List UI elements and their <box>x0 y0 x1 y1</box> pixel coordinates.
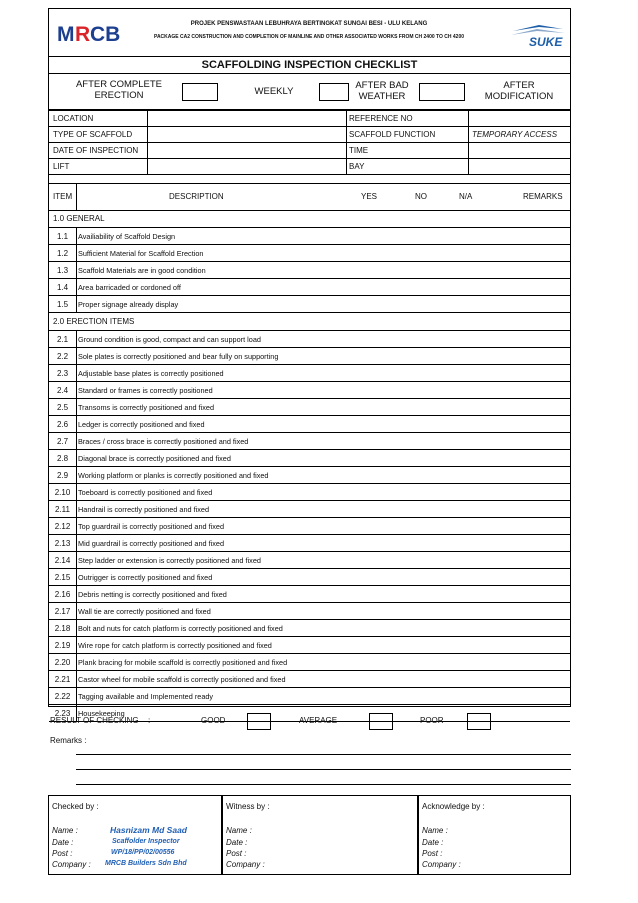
witness-post-label: Post : <box>226 849 247 858</box>
svg-text:R: R <box>75 23 91 46</box>
item-number: 2.4 <box>49 382 77 398</box>
checklist-row <box>49 296 570 313</box>
item-number: 2.3 <box>49 365 77 381</box>
item-description: Top guardrail is correctly positioned and fixed <box>78 521 225 531</box>
checked-post-title: Scaffolder Inspector <box>112 838 180 845</box>
label-scaffold-function: SCAFFOLD FUNCTION <box>349 130 436 139</box>
item-number: 2.11 <box>49 501 77 517</box>
checklist-row <box>49 331 570 348</box>
checkbox-after-complete-erection[interactable] <box>182 83 218 101</box>
checkbox-after-bad-weather[interactable] <box>419 83 465 101</box>
item-description: Transoms is correctly positioned and fixed <box>78 402 214 412</box>
col-yes: YES <box>361 191 378 201</box>
checked-by-label: Checked by : <box>52 802 99 811</box>
checklist-row <box>49 228 570 245</box>
item-description: Area barricaded or cordoned off <box>78 282 181 292</box>
remarks-line-1[interactable] <box>76 754 571 755</box>
item-number: 2.2 <box>49 348 77 364</box>
item-description: Wall tie are correctly positioned and fixed <box>78 606 211 616</box>
item-description: Debris netting is correctly positioned and fixed <box>78 589 227 599</box>
col-no: NO <box>415 191 427 201</box>
item-number: 2.16 <box>49 586 77 602</box>
col-item: ITEM <box>53 191 73 201</box>
item-description: Tagging available and Implemented ready <box>78 691 214 701</box>
item-number: 2.19 <box>49 637 77 653</box>
item-description: Outrigger is correctly positioned and fixed <box>78 572 213 582</box>
checklist-row <box>49 450 570 467</box>
item-description: Wire rope for catch platform is correctly positioned and fixed <box>78 640 272 650</box>
result-colon: : <box>148 716 151 725</box>
svg-text:SUKE: SUKE <box>529 35 563 49</box>
checked-ref: WP/18/PP/02/00556 <box>111 849 175 856</box>
item-description: Sufficient Material for Scaffold Erection <box>78 248 204 258</box>
checklist-row <box>49 416 570 433</box>
checklist-row <box>49 637 570 654</box>
result-good-label: GOOD <box>201 716 226 725</box>
item-description: Ground condition is good, compact and can support load <box>78 334 261 344</box>
remarks-label: Remarks : <box>50 736 87 745</box>
witness-by-label: Witness by : <box>226 802 270 811</box>
item-description: Availiability of Scaffold Design <box>78 231 176 241</box>
checked-post-label: Post : <box>52 849 73 858</box>
scaffold-function-value: TEMPORARY ACCESS <box>472 130 558 139</box>
item-description: Diagonal brace is correctly positioned and fixed <box>78 453 231 463</box>
item-number: 2.18 <box>49 620 77 636</box>
item-description: Mid guardrail is correctly positioned and fixed <box>78 538 225 548</box>
item-description: Braces / cross brace is correctly positioned and fixed <box>78 436 249 446</box>
witness-by-box <box>222 795 418 875</box>
checked-company-label: Company : <box>52 860 91 869</box>
item-number: 1.5 <box>49 296 77 312</box>
checked-name-label: Name : <box>52 826 78 835</box>
project-title-line2: PACKAGE CA2 CONSTRUCTION AND COMPLETION OF MAINLINE AND OTHER ASSOCIATED WORKS FROM CH 2400 TO CH 4200 <box>153 34 465 40</box>
checklist-row <box>49 518 570 535</box>
item-number: 2.6 <box>49 416 77 432</box>
witness-company-label: Company : <box>226 860 265 869</box>
checklist-row <box>49 433 570 450</box>
item-description: Ledger is correctly positioned and fixed <box>78 419 205 429</box>
item-number: 2.13 <box>49 535 77 551</box>
label-reference-no: REFERENCE NO <box>349 114 413 123</box>
type-weekly: WEEKLY <box>254 85 294 97</box>
remarks-line-3[interactable] <box>76 784 571 785</box>
item-number: 1.4 <box>49 279 77 295</box>
checklist-row <box>49 262 570 279</box>
checklist-items <box>49 210 570 718</box>
remarks-line-2[interactable] <box>76 769 571 770</box>
result-label: RESULT OF CHECKING <box>50 716 139 725</box>
checklist-row <box>49 620 570 637</box>
item-number: 1.1 <box>49 228 77 244</box>
checklist-row <box>49 654 570 671</box>
item-number: 2.10 <box>49 484 77 500</box>
item-description: Proper signage already display <box>78 299 179 309</box>
result-average-label: AVERAGE <box>299 716 338 725</box>
item-number: 2.21 <box>49 671 77 687</box>
type-after-bad-weather: AFTER BAD WEATHER <box>355 80 409 102</box>
item-description: Plank bracing for mobile scaffold is correctly positioned and fixed <box>78 657 288 667</box>
result-poor-checkbox[interactable] <box>467 713 491 730</box>
item-description: Toeboard is correctly positioned and fixed <box>78 487 213 497</box>
item-description: Working platform or planks is correctly positioned and fixed <box>78 470 269 480</box>
checklist-row <box>49 688 570 705</box>
label-date-of-inspection: DATE OF INSPECTION <box>53 146 139 155</box>
item-number: 1.3 <box>49 262 77 278</box>
checkbox-weekly[interactable] <box>319 83 349 101</box>
checklist-row <box>49 586 570 603</box>
item-description: Castor wheel for mobile scaffold is correctly positioned and fixed <box>78 674 286 684</box>
col-remarks: REMARKS <box>523 191 563 201</box>
item-number: 1.2 <box>49 245 77 261</box>
label-lift: LIFT <box>53 162 70 171</box>
type-after-complete-erection: AFTER COMPLETE ERECTION <box>75 79 163 101</box>
item-number: 2.5 <box>49 399 77 415</box>
section-title: 1.0 GENERAL <box>49 210 570 228</box>
svg-text:M: M <box>57 23 75 46</box>
mrcb-logo <box>57 19 127 47</box>
checked-name-value: Hasnizam Md Saad <box>110 825 187 835</box>
result-poor-label: POOR <box>420 716 444 725</box>
item-number: 2.23 <box>49 705 77 721</box>
acknowledge-date-label: Date : <box>422 838 444 847</box>
checklist-row <box>49 501 570 518</box>
acknowledge-post-label: Post : <box>422 849 443 858</box>
acknowledge-company-label: Company : <box>422 860 461 869</box>
type-after-modification: AFTER MODIFICATION <box>484 80 554 102</box>
item-number: 2.8 <box>49 450 77 466</box>
svg-text:CB: CB <box>90 23 121 46</box>
item-description: Standard or frames is correctly positioned <box>78 385 213 395</box>
acknowledge-by-label: Acknowledge by : <box>422 802 485 811</box>
item-description: Handrail is correctly positioned and fixed <box>78 504 210 514</box>
checklist-row <box>49 569 570 586</box>
checklist-row <box>49 365 570 382</box>
checklist-row <box>49 467 570 484</box>
checklist-row <box>49 552 570 569</box>
item-number: 2.12 <box>49 518 77 534</box>
checklist-row <box>49 245 570 262</box>
label-time: TIME <box>349 146 369 155</box>
checked-date-label: Date : <box>52 838 74 847</box>
witness-name-label: Name : <box>226 826 252 835</box>
suke-logo <box>509 17 567 49</box>
checked-by-box <box>48 795 222 875</box>
item-number: 2.20 <box>49 654 77 670</box>
item-description: Adjustable base plates is correctly positioned <box>78 368 224 378</box>
checklist-title: SCAFFOLDING INSPECTION CHECKLIST <box>201 59 418 71</box>
acknowledge-by-box <box>418 795 571 875</box>
item-description: Step ladder or extension is correctly positioned and fixed <box>78 555 261 565</box>
result-good-checkbox[interactable] <box>247 713 271 730</box>
label-bay: BAY <box>349 162 365 171</box>
item-number: 2.22 <box>49 688 77 704</box>
item-number: 2.7 <box>49 433 77 449</box>
checklist-row <box>49 671 570 688</box>
checklist-row <box>49 399 570 416</box>
item-description: Scaffold Materials are in good condition <box>78 265 206 275</box>
item-number: 2.15 <box>49 569 77 585</box>
checklist-row <box>49 535 570 552</box>
item-description: Housekeeping <box>78 708 125 718</box>
result-average-checkbox[interactable] <box>369 713 393 730</box>
witness-date-label: Date : <box>226 838 248 847</box>
checklist-frame <box>48 8 571 718</box>
col-description: DESCRIPTION <box>169 191 224 201</box>
col-na: N/A <box>459 191 473 201</box>
item-number: 2.9 <box>49 467 77 483</box>
checklist-row <box>49 484 570 501</box>
checklist-row <box>49 603 570 620</box>
checklist-row <box>49 348 570 365</box>
item-number: 2.14 <box>49 552 77 568</box>
item-description: Sole plates is correctly positioned and bear fully on supporting <box>78 351 279 361</box>
item-description: Bolt and nuts for catch platform is correctly positioned and fixed <box>78 623 283 633</box>
label-location: LOCATION <box>53 114 94 123</box>
project-title-line1: PROJEK PENSWASTAAN LEBUHRAYA BERTINGKAT SUNGAI BESI - ULU KELANG <box>190 21 428 27</box>
checked-company-value: MRCB Builders Sdn Bhd <box>105 860 187 867</box>
item-number: 2.1 <box>49 331 77 347</box>
checklist-row <box>49 382 570 399</box>
acknowledge-name-label: Name : <box>422 826 448 835</box>
item-number: 2.17 <box>49 603 77 619</box>
checklist-row <box>49 279 570 296</box>
label-type-of-scaffold: TYPE OF SCAFFOLD <box>53 130 133 139</box>
section-title: 2.0 ERECTION ITEMS <box>49 313 570 331</box>
